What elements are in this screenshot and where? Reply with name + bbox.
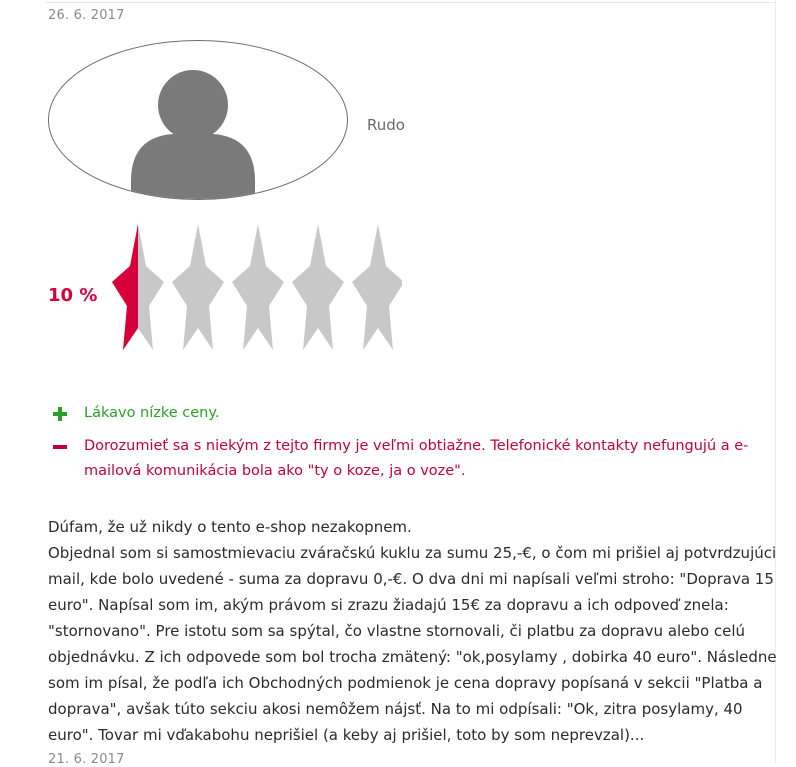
star-icon [172,224,224,350]
next-review-date: 21. 6. 2017 [48,752,125,767]
star-icon [232,224,284,350]
divider [46,2,776,3]
star-rating [112,222,402,358]
star-icon [292,224,344,350]
author-name: Rudo [367,116,405,134]
plus-icon [52,401,68,426]
con-text: Dorozumieť sa s niekým z tejto firmy je veľmi obtiažne. Telefonické kontakty nefungujú a e-mailová komunikácia bola ako "ty o koze, ja o voze". [84,438,749,479]
pro-text: Lákavo nízke ceny. [84,405,220,421]
review-text: Dúfam, že už nikdy o tento e-shop nezakopnem. Objednal som si samostmievaciu zváračskú kuklu za sumu 25,-€, o čom mi prišiel aj potvrdzujúci mail, kde bolo uvedené - suma za dopravu 0,-€. O dva dni mi napísali veľmi stroho: "Doprava 15 euro". Napísal som im, akým právom si zrazu žiadajú 15€ za dopravu a ich odpoveď znela: "stornovano". Pre istotu som sa spýtal, čo vlastne stornovali, či platbu za dopravu alebo celú objednávku. Z ich odpovede som bol trocha zmätený: "ok,posylamy , dobirka 40 euro". Následne som im písal, že podľa ich Obchodných podmienok je cena dopravy popísaná v sekcii "Platba a doprava", avšak túto sekciu akosi nemôžem nájsť. Na to mi odpísali: "Ok, zitra posylamy, 40 euro". Tovar mi vďakabohu neprišiel (a keby aj prišiel, toto by som neprevzal)... [48,518,777,744]
stars-graphic [112,222,402,354]
star-icon [352,224,402,350]
minus-icon [52,434,68,459]
rating-percent: 10 % [48,285,98,306]
user-silhouette-icon [49,41,348,200]
review-date: 26. 6. 2017 [48,8,125,23]
avatar [48,40,348,200]
